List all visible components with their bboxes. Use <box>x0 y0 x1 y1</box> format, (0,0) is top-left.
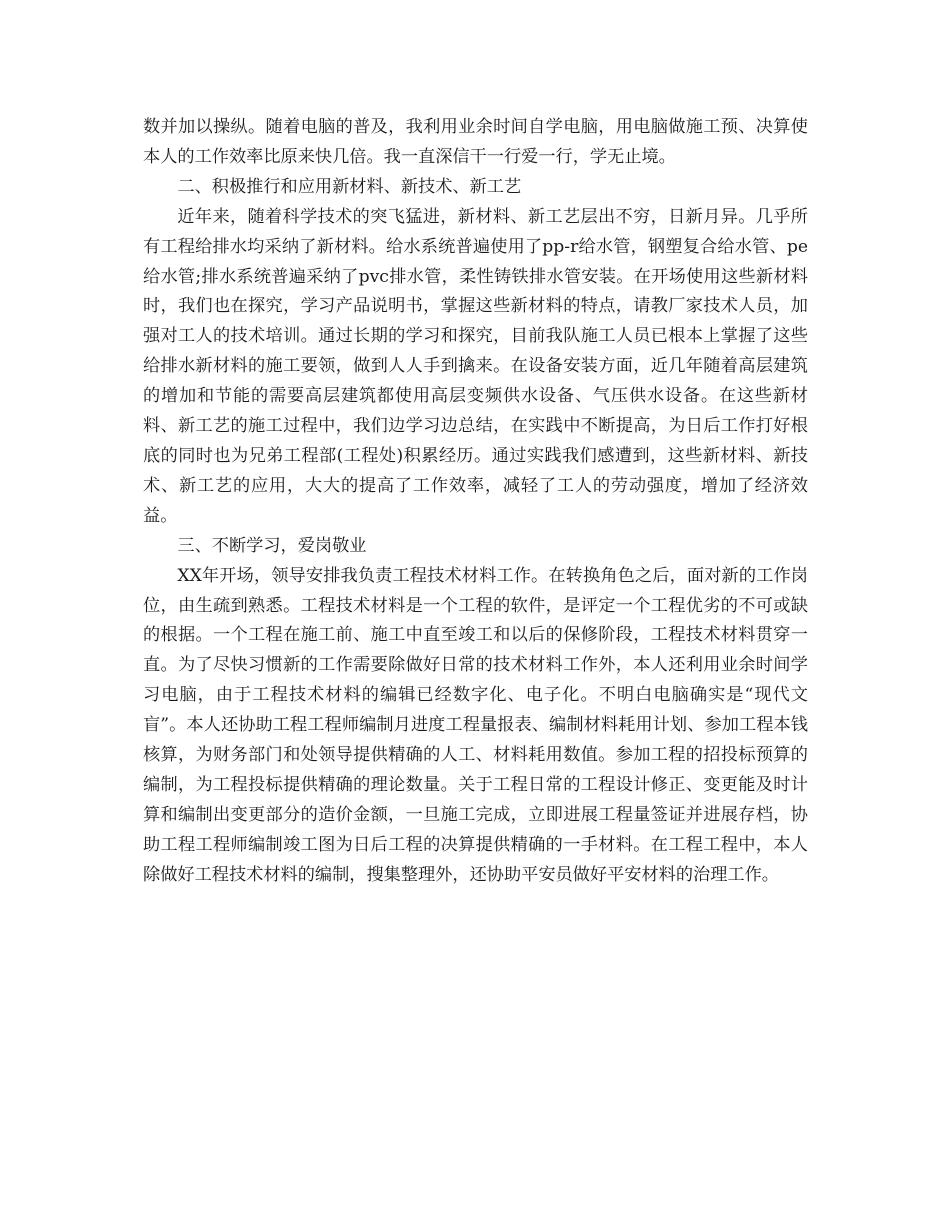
section-heading-2: 二、积极推行和应用新材料、新技术、新工艺 <box>177 176 522 197</box>
section-heading-3: 三、不断学习，爱岗敬业 <box>177 535 367 556</box>
document-body <box>143 113 808 891</box>
paragraph-new-materials: 近年来，随着科学技术的突飞猛进，新材料、新工艺层出不穷，日新月异。几乎所有工程给排水均采纳了新材料。给水系统普遍使用了pp-r给水管，钢塑复合给水管、pe给水管;排水系统普遍采纳了pvc排水管，柔性铸铁排水管安装。在开场使用这些新材料时，我们也在探究，学习产品说明书，掌握这些新材料的特点，请教厂家技术人员，加强对工人的技术培训。通过长期的学习和探究，目前我队施工人员已根本上掌握了这些给排水新材料的施工要领，做到人人手到擒来。在设备安装方面，近几年随着高层建筑的增加和节能的需要高层建筑都使用高层变频供水设备、气压供水设备。在这些新材料、新工艺的施工过程中，我们边学习边总结，在实践中不断提高，为日后工作打好根底的同时也为兄弟工程部(工程处)积累经历。通过实践我们感遭到，这些新材料、新技术、新工艺的应用，大大的提高了工作效率，减轻了工人的劳动强度，增加了经济效益。 <box>143 206 808 526</box>
paragraph-technical-materials: XX年开场，领导安排我负责工程技术材料工作。在转换角色之后，面对新的工作岗位，由生疏到熟悉。工程技术材料是一个工程的软件，是评定一个工程优劣的不可或缺的根据。一个工程在施工前、施工中直至竣工和以后的保修阶段，工程技术材料贯穿一直。为了尽快习惯新的工作需要除做好日常的技术材料工作外，本人还利用业余时间学习电脑，由于工程技术材料的编辑已经数字化、电子化。不明白电脑确实是“现代文盲”。本人还协助工程工程师编制月进度工程量报表、编制材料耗用计划、参加工程本钱核算，为财务部门和处领导提供精确的人工、材料耗用数值。参加工程的招投标预算的编制，为工程投标提供精确的理论数量。关于工程日常的工程设计修正、变更能及时计算和编制出变更部分的造价金额，一旦施工完成，立即进展工程量签证并进展存档，协助工程工程师编制竣工图为日后工程的决算提供精确的一手材料。在工程工程中，本人除做好工程技术材料的编制，搜集整理外，还协助平安员做好平安材料的治理工作。 <box>143 565 808 885</box>
paragraph-continuation: 数并加以操纵。随着电脑的普及，我利用业余时间自学电脑，用电脑做施工预、决算使本人的工作效率比原来快几倍。我一直深信干一行爱一行，学无止境。 <box>143 117 808 167</box>
